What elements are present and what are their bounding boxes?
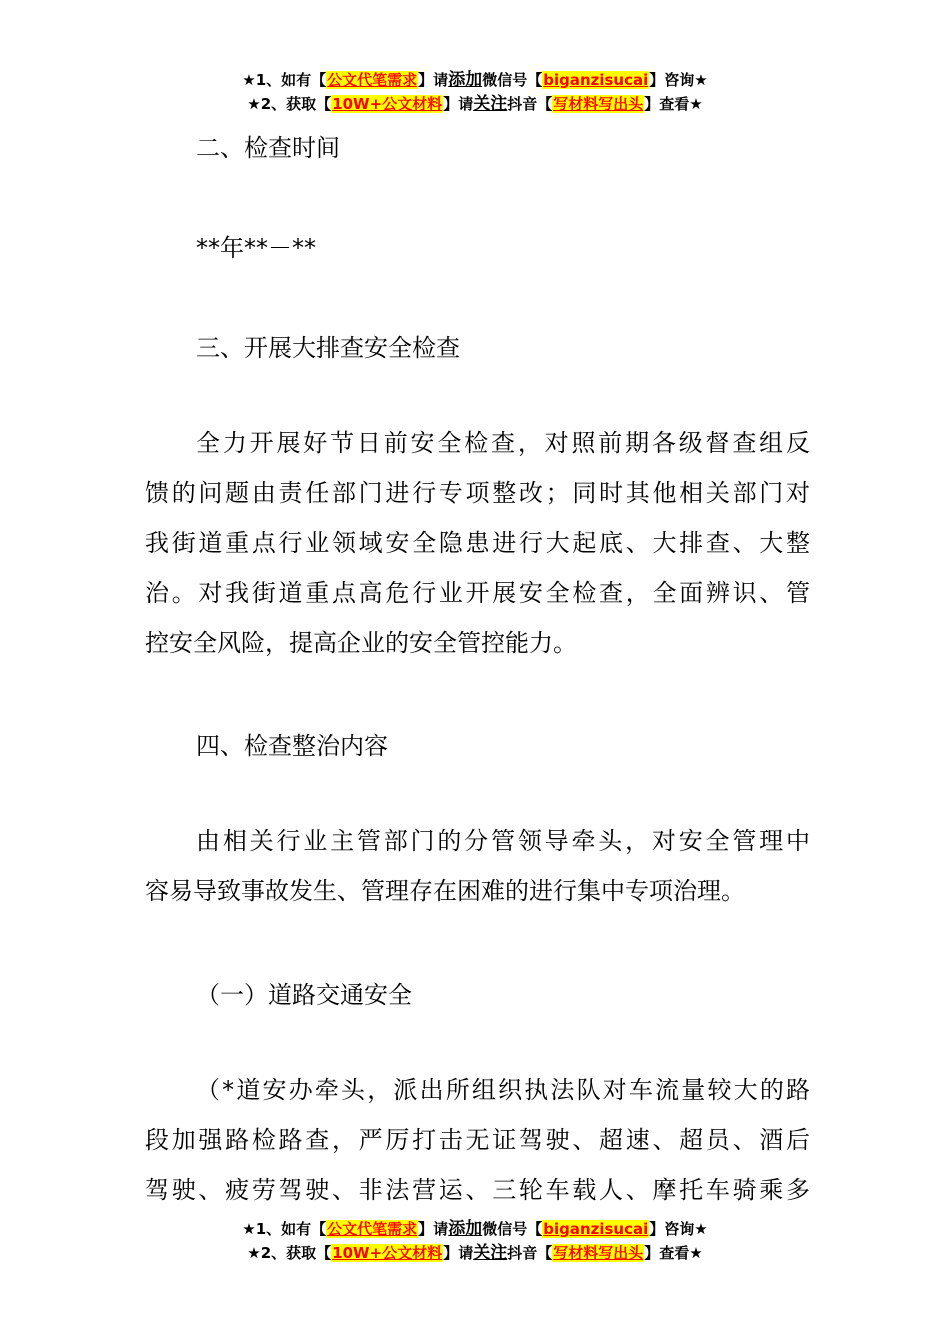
banner-text: 】查看★ — [644, 95, 703, 113]
banner-douyin-name: 写材料写出头 — [553, 1244, 644, 1262]
banner-text: 】请 — [443, 95, 474, 113]
banner-emphasis: 添加 — [448, 1219, 483, 1239]
banner-wechat-id: biganzisucai — [543, 1220, 649, 1238]
paragraph-line: 驾驶、疲劳驾驶、非法营运、三轮车载人、摩托车骑乘多 — [145, 1176, 810, 1204]
paragraph-content-description — [145, 816, 810, 916]
paragraph-line: （*道安办牵头，派出所组织执法队对车流量较大的路 — [196, 1076, 810, 1104]
paragraph-road-traffic — [145, 1065, 810, 1215]
banner-text: 微信号【 — [482, 71, 543, 89]
banner-line-2 — [0, 92, 950, 116]
section-heading-inspection-time: 二、检查时间 — [196, 134, 340, 162]
banner-text: 】请 — [418, 71, 449, 89]
banner-emphasis: 添加 — [448, 70, 483, 90]
banner-text: 】咨询★ — [649, 1220, 708, 1238]
banner-text: 】咨询★ — [649, 71, 708, 89]
top-banner — [0, 68, 950, 116]
banner-text: ★2、获取【 — [247, 95, 332, 113]
banner-line-1 — [0, 68, 950, 92]
paragraph-line: 容易导致事故发生、管理存在困难的进行集中专项治理。 — [145, 877, 745, 905]
banner-text: ★1、如有【 — [242, 71, 327, 89]
banner-highlight: 公文代笔需求 — [327, 71, 418, 89]
banner-highlight: 公文代笔需求 — [327, 1220, 418, 1238]
subsection-heading-road-traffic: （一）道路交通安全 — [196, 981, 412, 1009]
banner-text: 抖音【 — [507, 1244, 553, 1262]
paragraph-inspection-description — [145, 418, 810, 668]
banner-text: 】查看★ — [644, 1244, 703, 1262]
paragraph-line: 治。对我街道重点高危行业开展安全检查，全面辨识、管 — [145, 579, 810, 607]
inspection-date: **年**－** — [196, 234, 316, 262]
bottom-banner — [0, 1217, 950, 1265]
section-heading-inspection-content: 四、检查整治内容 — [196, 732, 388, 760]
paragraph-line: 由相关行业主管部门的分管领导牵头，对安全管理中 — [196, 827, 810, 855]
banner-emphasis: 关注 — [473, 94, 508, 114]
banner-text: 】请 — [443, 1244, 474, 1262]
banner-emphasis: 关注 — [473, 1243, 508, 1263]
paragraph-line: 我街道重点行业领域安全隐患进行大起底、大排查、大整 — [145, 529, 810, 557]
banner-line-2 — [0, 1241, 950, 1265]
paragraph-line: 段加强路检路查，严厉打击无证驾驶、超速、超员、酒后 — [145, 1126, 810, 1154]
banner-text: 微信号【 — [482, 1220, 543, 1238]
banner-highlight: 10W+公文材料 — [332, 95, 443, 113]
banner-text: ★1、如有【 — [242, 1220, 327, 1238]
section-heading-major-inspection: 三、开展大排查安全检查 — [196, 334, 460, 362]
banner-text: 抖音【 — [507, 95, 553, 113]
banner-text: ★2、获取【 — [247, 1244, 332, 1262]
banner-highlight: 10W+公文材料 — [332, 1244, 443, 1262]
banner-douyin-name: 写材料写出头 — [553, 95, 644, 113]
paragraph-line: 馈的问题由责任部门进行专项整改；同时其他相关部门对 — [145, 479, 810, 507]
paragraph-line: 全力开展好节日前安全检查，对照前期各级督查组反 — [196, 429, 810, 457]
banner-text: 】请 — [418, 1220, 449, 1238]
banner-line-1 — [0, 1217, 950, 1241]
banner-wechat-id: biganzisucai — [543, 71, 649, 89]
paragraph-line: 控安全风险，提高企业的安全管控能力。 — [145, 629, 577, 657]
